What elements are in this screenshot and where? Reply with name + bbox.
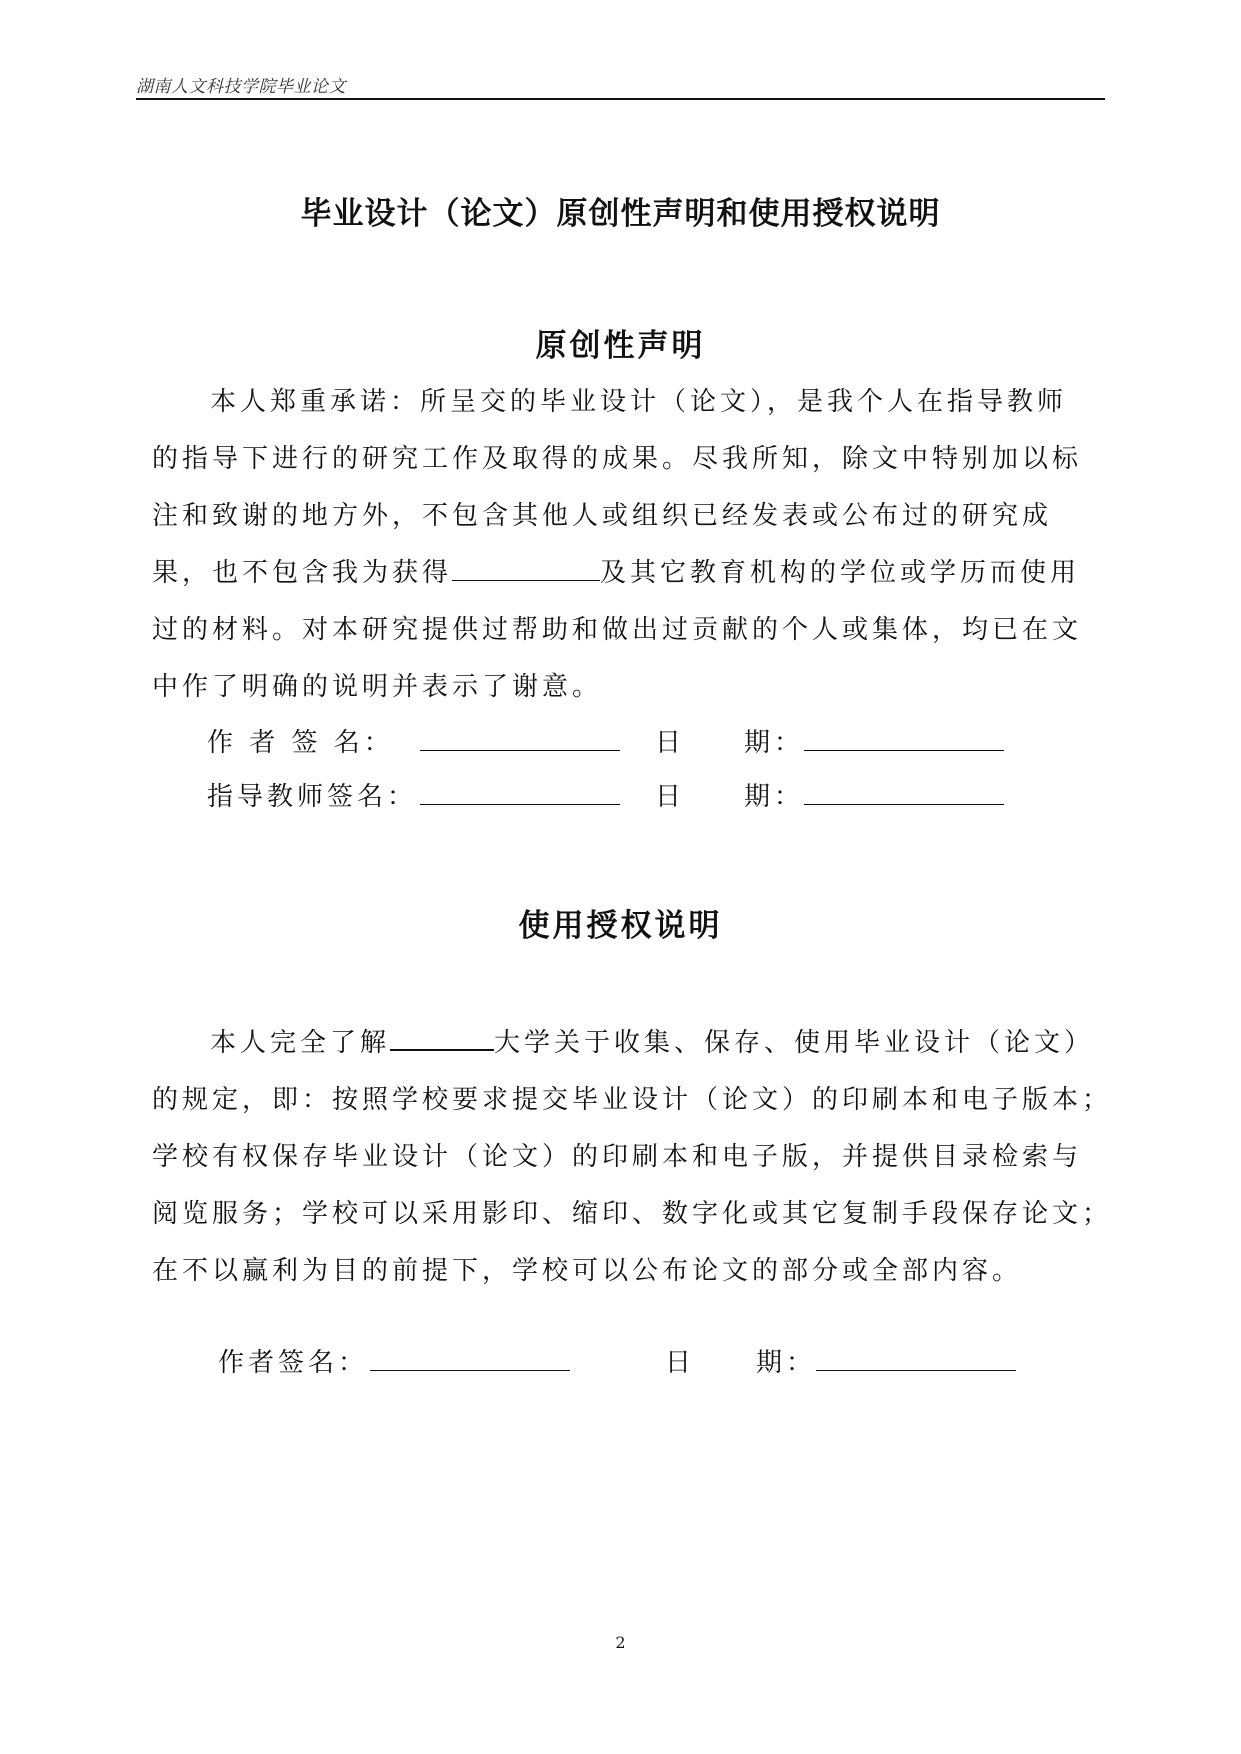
originality-statement [152, 374, 1102, 716]
running-header [136, 68, 1105, 100]
university-name-blank[interactable] [390, 1023, 494, 1051]
statement-line: 本人郑重承诺：所呈交的毕业设计（论文），是我个人在指导教师 [210, 387, 1068, 417]
authorization-statement [152, 1015, 1113, 1300]
statement-line: 注和致谢的地方外，不包含其他人或组织已经发表或公布过的研究成 [152, 501, 1053, 531]
originality-heading: 原创性声明 [535, 328, 706, 364]
statement-line: 的指导下进行的研究工作及取得的成果。尽我所知，除文中特别加以标 [152, 444, 1083, 474]
advisor-signature-line[interactable] [420, 804, 620, 805]
authorization-author-line[interactable] [370, 1370, 570, 1371]
page-number: 2 [615, 1633, 626, 1652]
statement-line: 在不以赢利为目的前提下，学校可以公布论文的部分或全部内容。 [152, 1256, 1023, 1286]
advisor-signature-label: 指导教师签名： [207, 782, 418, 812]
statement-fragment: 大学关于收集、保存、使用毕业设计（论文） [494, 1028, 1095, 1058]
statement-line-with-blank [152, 1015, 1102, 1072]
header-text: 湖南人文科技学院毕业论文 [136, 77, 346, 97]
author-date-line[interactable] [804, 750, 1004, 751]
statement-fragment: 果，也不包含我为获得 [152, 558, 453, 588]
statement-fragment: 本人完全了解 [210, 1028, 391, 1058]
authorization-author-label: 作者签名： [218, 1348, 369, 1378]
author-signature-label: 作 者 签 名： [207, 728, 394, 758]
authorization-heading: 使用授权说明 [518, 908, 723, 944]
document-title: 毕业设计（论文）原创性声明和使用授权说明 [300, 196, 941, 232]
statement-line: 学校有权保存毕业设计（论文）的印刷本和电子版，并提供目录检索与 [152, 1142, 1083, 1172]
date-label-char-1: 日 [655, 782, 686, 812]
advisor-date-line[interactable] [804, 804, 1004, 805]
date-label-char-2: 期： [744, 728, 805, 758]
statement-line: 中作了明确的说明并表示了谢意。 [152, 672, 603, 702]
statement-fragment: 及其它教育机构的学位或学历而使用 [600, 558, 1081, 588]
date-label-char-2: 期： [756, 1348, 817, 1378]
school-name-blank[interactable] [452, 554, 600, 581]
statement-line: 的规定，即：按照学校要求提交毕业设计（论文）的印刷本和电子版本； [152, 1085, 1113, 1115]
author-signature-line[interactable] [420, 750, 620, 751]
date-label-char-1: 日 [655, 728, 686, 758]
authorization-date-line[interactable] [816, 1370, 1016, 1371]
statement-line: 过的材料。对本研究提供过帮助和做出过贡献的个人或集体，均已在文 [152, 615, 1083, 645]
statement-line-with-blank [152, 545, 1102, 602]
date-label-char-1: 日 [665, 1348, 696, 1378]
date-label-char-2: 期： [744, 782, 805, 812]
statement-line: 阅览服务；学校可以采用影印、缩印、数字化或其它复制手段保存论文； [152, 1199, 1113, 1229]
